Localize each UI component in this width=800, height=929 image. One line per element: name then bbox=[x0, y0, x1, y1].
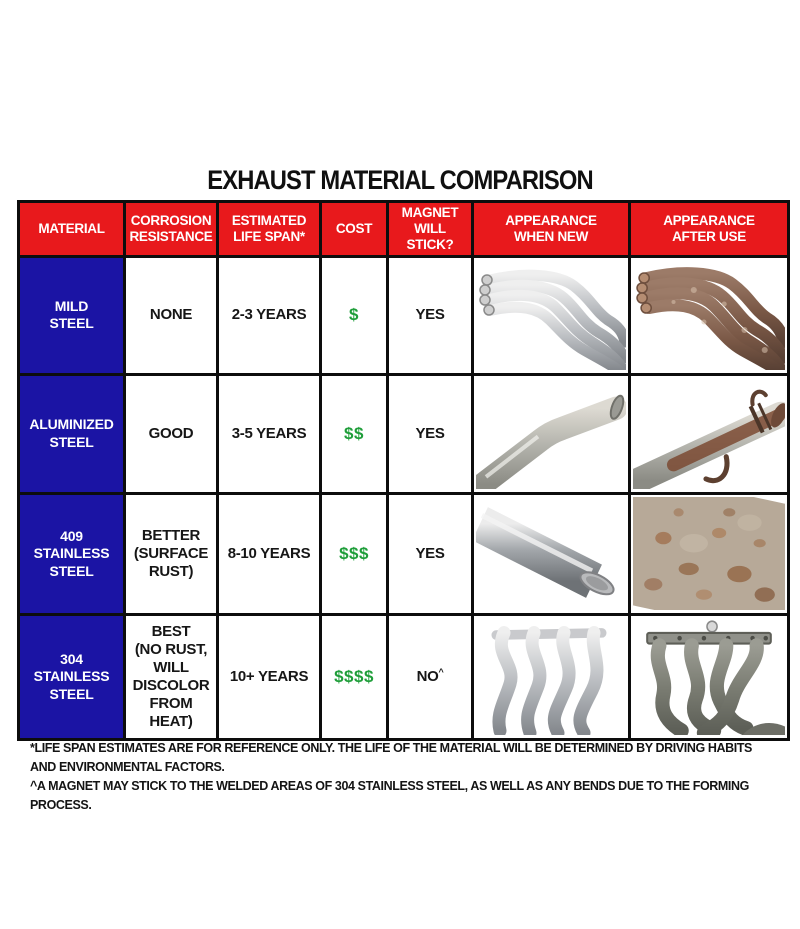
collector-runner bbox=[496, 633, 602, 635]
header-cell-material bbox=[19, 202, 125, 257]
header-line: AFTER USE bbox=[672, 228, 746, 244]
mild-steel-new-photo bbox=[476, 260, 626, 370]
header-row bbox=[19, 202, 789, 257]
304-stainless-used-photo bbox=[633, 618, 785, 735]
cost-cell: $$$$ bbox=[321, 614, 388, 739]
photo-cell-after-use bbox=[630, 614, 789, 739]
corrosion-line: RUST) bbox=[148, 562, 194, 580]
page-title: EXHAUST MATERIAL COMPARISON bbox=[207, 165, 593, 195]
header-line: LIFE SPAN* bbox=[233, 228, 305, 244]
aluminized-steel-used-photo bbox=[633, 378, 785, 489]
footnote-magnet: ^A MAGNET MAY STICK TO THE WELDED AREAS OF 304 STAINLESS STEEL, AS WELL AS ANY BENDS DUE TO THE FORMING PROCESS. bbox=[30, 779, 749, 812]
photo-cell-after-use bbox=[630, 374, 789, 493]
cost-cell: $$$ bbox=[321, 493, 388, 614]
header-line: MATERIAL bbox=[38, 220, 105, 236]
magnet-value: YES bbox=[415, 544, 445, 562]
corrosion-line: NONE bbox=[149, 306, 193, 324]
header-cell-magnet-will-stick bbox=[388, 202, 473, 257]
magnet-cell bbox=[388, 614, 473, 739]
table-row-mild-steel bbox=[19, 256, 789, 374]
lifespan-cell: 10+ YEARS bbox=[218, 614, 321, 739]
photo-cell-when-new bbox=[473, 614, 630, 739]
table-row-aluminized-steel bbox=[19, 374, 789, 493]
material-line: 409 bbox=[60, 527, 83, 544]
material-line: STEEL bbox=[49, 433, 94, 450]
304-stainless-new-photo bbox=[476, 618, 626, 735]
header-line: ESTIMATED bbox=[231, 212, 307, 228]
header-line: CORROSION bbox=[130, 212, 212, 228]
material-line: STAINLESS bbox=[33, 545, 110, 562]
material-line: STAINLESS bbox=[33, 668, 110, 685]
header-line: RESISTANCE bbox=[129, 228, 213, 244]
magnet-value: NO bbox=[416, 667, 439, 685]
footnote-lifespan: *LIFE SPAN ESTIMATES ARE FOR REFERENCE ONLY. THE LIFE OF THE MATERIAL WILL BE DETERMINED BY DRIVING HABITS AND ENVIRONMENTAL FACTORS. bbox=[30, 741, 752, 774]
table-row-409-stainless-steel bbox=[19, 493, 789, 614]
photo-cell-after-use bbox=[630, 493, 789, 614]
corrosion-line: (NO RUST, bbox=[134, 640, 208, 658]
409-stainless-new-photo bbox=[476, 497, 626, 610]
material-line: STEEL bbox=[49, 562, 94, 579]
magnet-cell bbox=[388, 493, 473, 614]
header-cell-corrosion-resistance bbox=[125, 202, 218, 257]
lifespan-cell: 2-3 YEARS bbox=[218, 256, 321, 374]
header-tubes bbox=[499, 633, 597, 733]
mild-steel-used-photo bbox=[633, 260, 785, 370]
lifespan-cell: 3-5 YEARS bbox=[218, 374, 321, 493]
magnet-cell bbox=[388, 256, 473, 374]
cost-cell: $$ bbox=[321, 374, 388, 493]
corrosion-line: (SURFACE bbox=[133, 544, 209, 562]
corrosion-line: FROM HEAT) bbox=[149, 694, 193, 730]
corrosion-line: BETTER bbox=[141, 526, 201, 544]
comparison-table bbox=[17, 200, 790, 741]
material-line: STEEL bbox=[49, 315, 94, 332]
table-row-304-stainless-steel bbox=[19, 614, 789, 739]
corrosion-line: BEST bbox=[151, 622, 191, 640]
header-line: COST bbox=[335, 220, 373, 236]
wing-nut bbox=[707, 621, 717, 632]
cost-cell: $ bbox=[321, 256, 388, 374]
header-cell-appearance-when-new bbox=[473, 202, 630, 257]
corrosion-line: GOOD bbox=[148, 424, 194, 442]
material-line: 304 bbox=[60, 650, 83, 667]
lifespan-cell: 8-10 YEARS bbox=[218, 493, 321, 614]
material-cell bbox=[19, 614, 125, 739]
corrosion-cell bbox=[125, 493, 218, 614]
material-line: MILD bbox=[54, 297, 89, 314]
hanger-hook-top bbox=[752, 392, 765, 405]
photo-cell-when-new bbox=[473, 256, 630, 374]
magnet-value: YES bbox=[415, 424, 445, 442]
header-cell-appearance-after-use bbox=[630, 202, 789, 257]
header-line: WILL STICK? bbox=[406, 220, 454, 252]
material-cell bbox=[19, 256, 125, 374]
stainless-tube bbox=[480, 524, 594, 582]
magnet-cell bbox=[388, 374, 473, 493]
photo-cell-when-new bbox=[473, 374, 630, 493]
header-line: APPEARANCE bbox=[505, 212, 597, 228]
header-line: WHEN NEW bbox=[513, 228, 589, 244]
409-stainless-used-photo bbox=[633, 497, 785, 610]
header-cell-estimated-life-span bbox=[218, 202, 321, 257]
material-cell bbox=[19, 374, 125, 493]
header-line: APPEARANCE bbox=[663, 212, 755, 228]
material-line: STEEL bbox=[49, 685, 94, 702]
magnet-value: YES bbox=[415, 306, 445, 324]
photo-cell-when-new bbox=[473, 493, 630, 614]
photo-cell-after-use bbox=[630, 256, 789, 374]
bent-pipe bbox=[482, 409, 616, 486]
material-line: ALUMINIZED bbox=[29, 416, 114, 433]
corrosion-cell bbox=[125, 614, 218, 739]
material-cell bbox=[19, 493, 125, 614]
header-cell-cost bbox=[321, 202, 388, 257]
header-tubes bbox=[658, 646, 757, 733]
corrosion-line: WILL DISCOLOR bbox=[132, 658, 210, 694]
corrosion-cell bbox=[125, 256, 218, 374]
header-line: MAGNET bbox=[401, 205, 459, 220]
footnotes bbox=[30, 739, 778, 815]
corrosion-cell bbox=[125, 374, 218, 493]
aluminized-steel-new-photo bbox=[476, 378, 626, 489]
magnet-footnote-mark: ^ bbox=[438, 666, 444, 677]
